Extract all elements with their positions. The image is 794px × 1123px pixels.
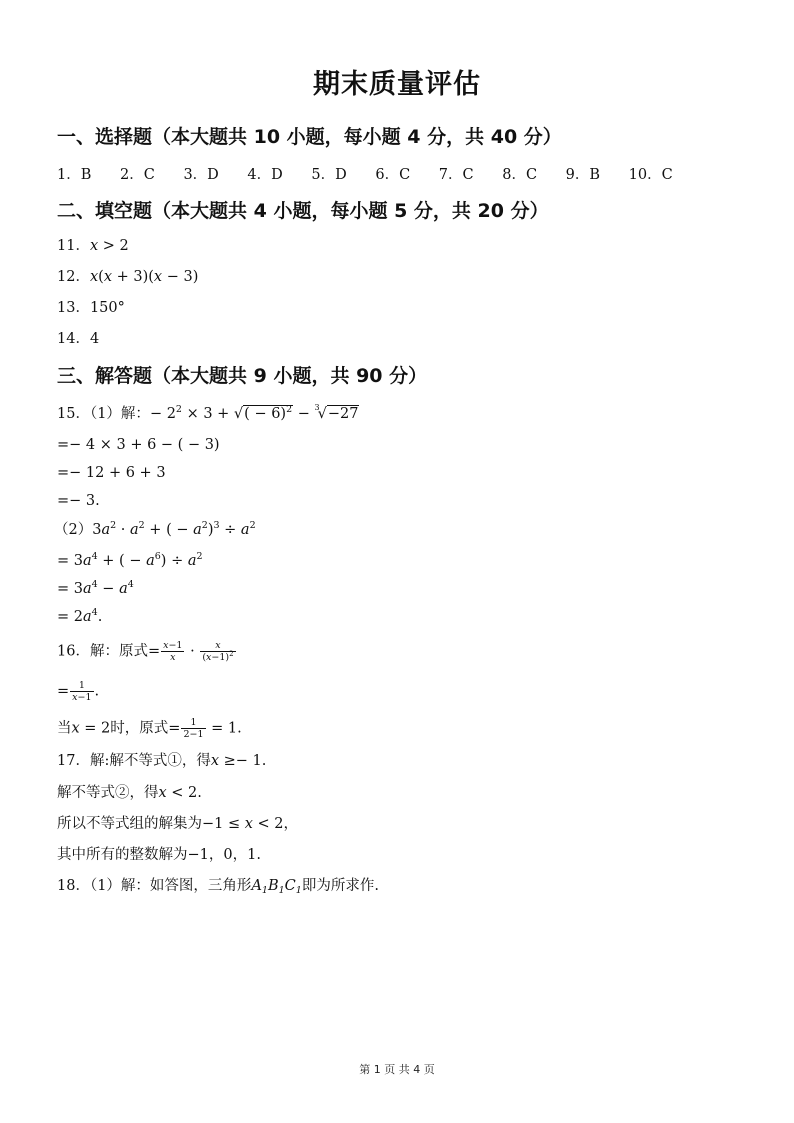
answer-12: 12．x(x + 3)(x − 3): [57, 269, 199, 285]
answer-3: 3．D: [183, 167, 219, 183]
q15-line1: 15．（1）解：− $2^2 \times 3$ + √( − 6)$^2$ − $^3$√−27: [57, 403, 359, 422]
answer-9: 9．B: [565, 167, 601, 183]
q15-part2-line2: = $3a^4$ + ( − $a^6) \div a^2$: [57, 551, 203, 569]
q15-part2-line3: = $3a^4 - a^4$: [57, 579, 134, 597]
q17-line1: 17．解:解不等式①，得x ≥− 1.: [57, 753, 267, 769]
q17-line4: 其中所有的整数解为−1，0，1.: [57, 847, 261, 863]
answer-4: 4．D: [247, 167, 283, 183]
choice-answers: [57, 163, 697, 184]
q15-part2-line4: = $2a^4$.: [57, 607, 103, 625]
q18-line1: 18．（1）解：如答图，三角形$A_1B_1C_1$即为所求作.: [57, 878, 379, 896]
answer-14: 14．4: [57, 331, 100, 347]
q15-line4: =− 3.: [57, 493, 100, 509]
page-title: 期末质量评估: [313, 69, 481, 100]
answer-1: 1．B: [57, 167, 92, 183]
section2-heading: 二、填空题（本大题共 4 小题，每小题 5 分，共 20 分）: [57, 200, 549, 222]
q16-line2: = $\frac{1}{x-1}$ .: [57, 680, 100, 703]
answer-13: 13．150°: [57, 300, 125, 316]
q17-line3: 所以不等式组的解集为−1 ≤ x < 2，: [57, 816, 299, 832]
q15-line2: =− 4 × 3 + 6 − ( − 3): [57, 437, 220, 453]
answer-2: 2．C: [120, 167, 155, 183]
q17-line2: 解不等式②，得x < 2.: [57, 785, 202, 801]
answer-10: 10．C: [628, 167, 673, 183]
section1-heading: 一、选择题（本大题共 10 小题，每小题 4 分，共 40 分）: [57, 126, 562, 148]
q16-line3: 当x = 2时，原式= $\frac{1}{2-1}$ = 1.: [57, 717, 242, 740]
q15-line3: =− 12 + 6 + 3: [57, 465, 166, 481]
answer-11: 11．x > 2: [57, 238, 129, 254]
section3-heading: 三、解答题（本大题共 9 小题，共 90 分）: [57, 365, 428, 387]
answer-6: 6．C: [375, 167, 411, 183]
q15-part2-line1: $(2)3a^2 \cdot a^2$ + ( − $a^2)^3 \div a^2$: [54, 520, 256, 538]
answer-7: 7．C: [438, 167, 474, 183]
page-footer: 第 1 页 共 4 页: [359, 1063, 435, 1076]
q16-line1: 16．解：原式= $\frac{x-1}{x}$ · $\frac{x}{(x-1)^2}$: [57, 640, 234, 663]
answer-8: 8．C: [502, 167, 538, 183]
answer-5: 5．D: [311, 167, 347, 183]
